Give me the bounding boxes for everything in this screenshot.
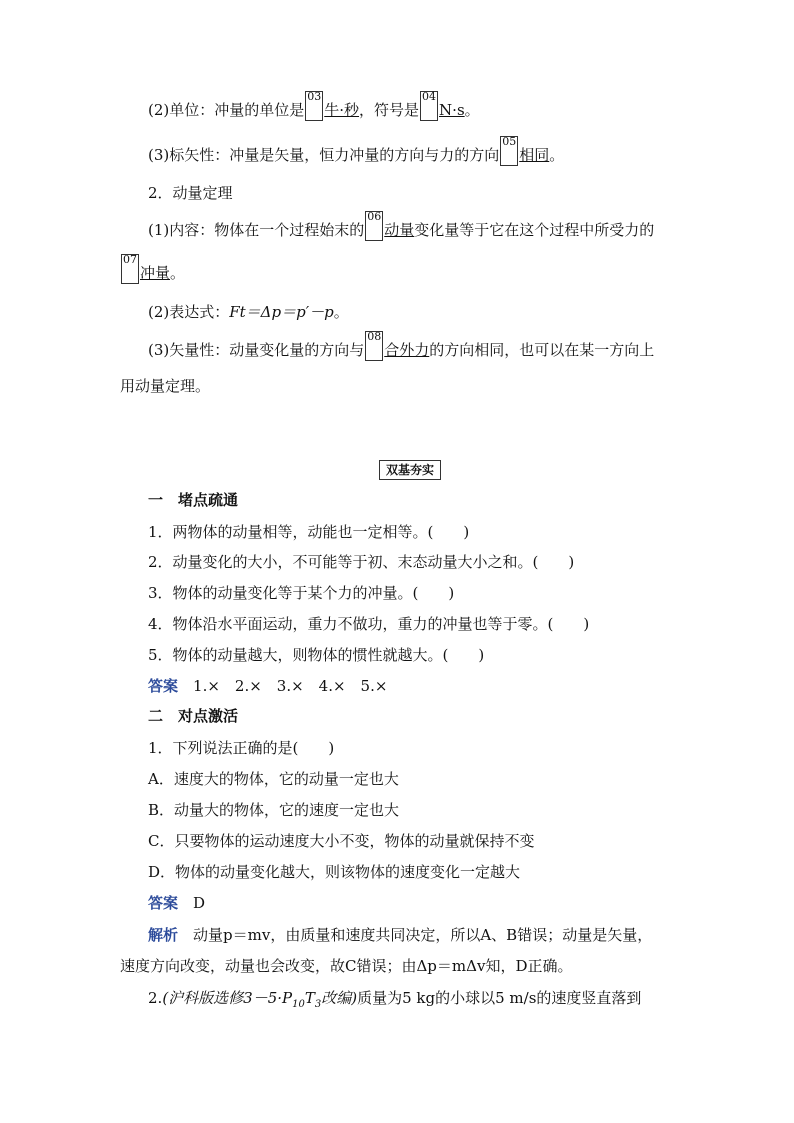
question-stem: 1．下列说法正确的是( ) <box>148 739 335 757</box>
option-d: D．物体的动量变化越大，则该物体的速度变化一定越大 <box>148 863 521 881</box>
option-a: A．速度大的物体，它的动量一定也大 <box>148 770 399 788</box>
question-2-line: 2.(沪科版选修$3-5\cdot P_{10}T_3$改编)质量为5 kg的小球以5 m/s的速度竖直落到 <box>148 989 642 1010</box>
explanation-line-cont: 速度方向改变，动量也会改变，故C错误；由Δp＝mΔv知，D正确。 <box>120 957 573 975</box>
vector-line: (3)标矢性：冲量是矢量，恒力冲量的方向与力的方向05相同。 <box>148 135 565 164</box>
answer-fill: N·s <box>439 101 465 119</box>
question-item: 4．物体沿水平面运动，重力不做功，重力的冲量也等于零。( ) <box>148 615 590 633</box>
blank-number: 05 <box>500 136 518 166</box>
content-line: (1)内容：物体在一个过程始末的06动量变化量等于它在这个过程中所受力的 <box>148 210 655 239</box>
answer-label: 答案 <box>148 894 179 912</box>
answer-fill: 合外力 <box>384 341 430 359</box>
vector-property-cont: 用动量定理。 <box>120 377 211 395</box>
question-item: 5．物体的动量越大，则物体的惯性就越大。( ) <box>148 646 485 664</box>
subsection-heading: 一 堵点疏通 <box>148 491 239 509</box>
section-title: 双基夯实 <box>379 460 441 480</box>
answer-line: 答案 1.× 2.× 3.× 4.× 5.× <box>148 677 388 695</box>
answer-fill: 动量 <box>384 221 415 239</box>
blank-number: 08 <box>365 331 383 361</box>
subsection-heading: 二 对点激活 <box>148 707 239 725</box>
option-c: C．只要物体的运动速度大小不变，物体的动量就保持不变 <box>148 832 535 850</box>
blank-number: 04 <box>420 91 438 121</box>
answer-line: 答案 D <box>148 894 206 912</box>
answer-fill: 冲量 <box>140 264 171 282</box>
blank-number: 06 <box>365 211 383 241</box>
answer-fill: 牛·秒 <box>324 101 360 119</box>
answer-fill: 相同 <box>519 146 550 164</box>
heading-momentum-theorem: 2．动量定理 <box>148 184 233 202</box>
option-b: B．动量大的物体，它的速度一定也大 <box>148 801 400 819</box>
source-ref: (沪科版选修$3-5\cdot P_{10}T_3$改编) <box>162 989 358 1010</box>
explanation-label: 解析 <box>148 926 179 944</box>
text: (2)单位：冲量的单位是 <box>148 101 305 119</box>
blank-number: 03 <box>305 91 323 121</box>
explanation-line: 解析 动量p＝mv，由质量和速度共同决定，所以A、B错误；动量是矢量， <box>148 926 653 944</box>
answer-label: 答案 <box>148 677 179 695</box>
question-item: 3．物体的动量变化等于某个力的冲量。( ) <box>148 584 455 602</box>
formula: Ft＝Δp＝p′－p <box>229 303 334 321</box>
blank-number: 07 <box>121 254 139 284</box>
question-item: 2．动量变化的大小，不可能等于初、末态动量大小之和。( ) <box>148 553 575 571</box>
content-line-cont: 07冲量。 <box>123 253 186 282</box>
expression-line: (2)表达式：Ft＝Δp＝p′－p。 <box>148 303 349 321</box>
question-item: 1．两物体的动量相等，动能也一定相等。( ) <box>148 523 470 541</box>
unit-line: (2)单位：冲量的单位是03牛·秒，符号是04N·s。 <box>148 90 480 119</box>
text: ，符号是 <box>359 101 420 119</box>
vector-property-line: (3)矢量性：动量变化量的方向与08合外力的方向相同，也可以在某一方向上 <box>148 330 655 359</box>
